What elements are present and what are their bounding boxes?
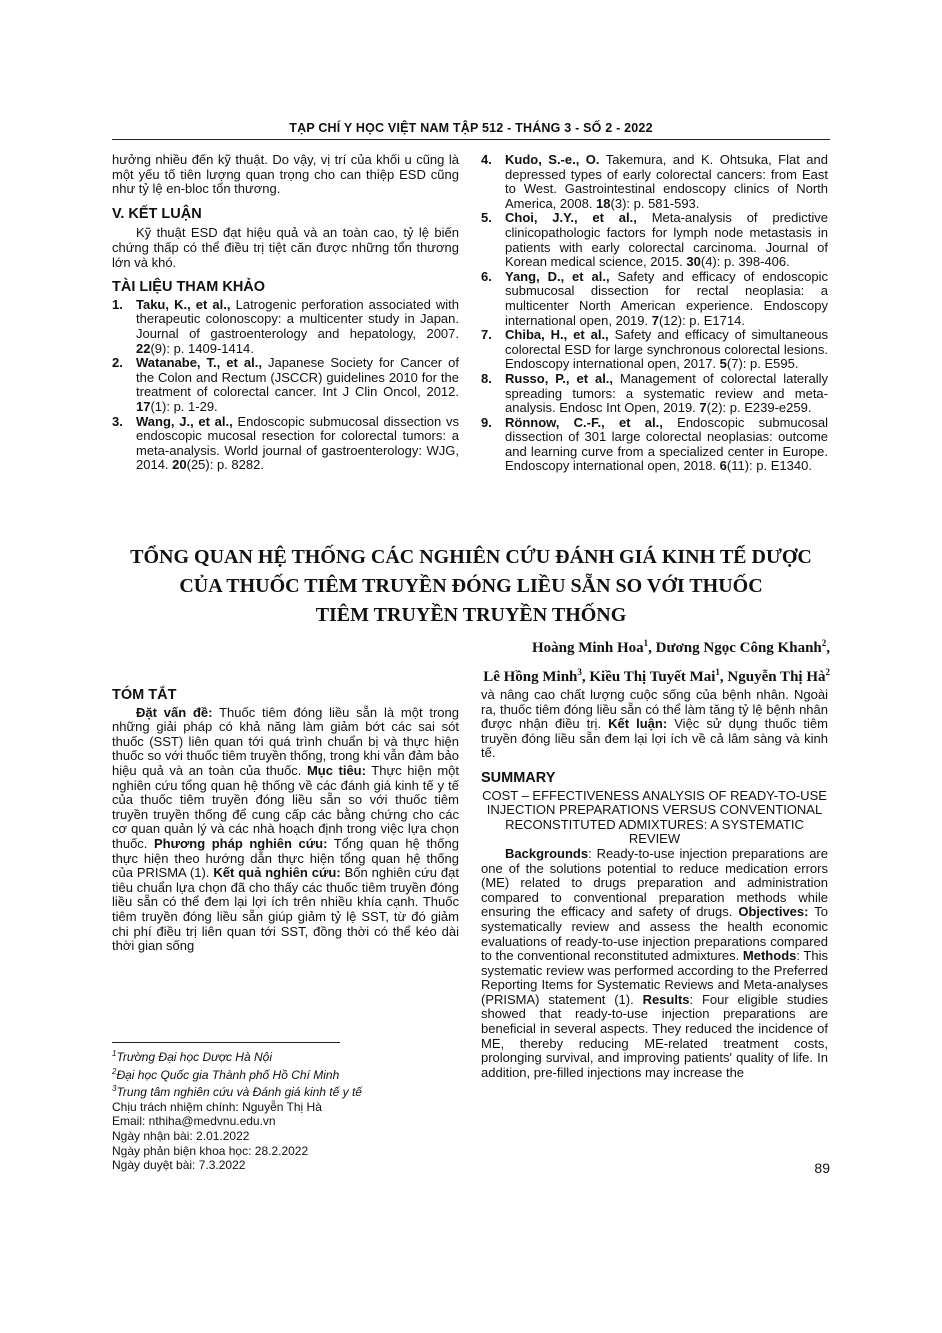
title-line: TIÊM TRUYỀN TRUYỀN THỐNG xyxy=(315,604,627,626)
abstract-vietnamese xyxy=(112,688,459,954)
reference-volume: 30 xyxy=(686,254,701,270)
reference-text: Latrogenic perforation associated with therapeutic colonoscopy: a multicenter study in Japan. Journal of gastroenterology and hepatology, 2007. xyxy=(136,296,460,341)
summary-label: Objectives: xyxy=(738,904,809,920)
author-list xyxy=(300,631,830,689)
reference-authors: Taku, K., et al., xyxy=(136,296,231,312)
reference-item xyxy=(481,211,828,269)
abstract-text: và nâng cao chất lượng cuộc sống của bệnh nhân. Ngoài ra, thuốc tiêm đóng liều sẵn có thể làm tăng tỷ lệ bệnh nhân được nhận điều trị. xyxy=(481,687,828,732)
reference-list-right xyxy=(481,153,828,474)
reference-number: 2. xyxy=(112,355,123,371)
references-heading: TÀI LIỆU THAM KHẢO xyxy=(112,279,266,296)
affiliation-text: Trường Đại học Dược Hà Nội xyxy=(116,1050,272,1064)
abstract-text: Tổng quan hệ thống thực hiện theo hướng dẫn thực hiện tổng quan hệ thống của PRISMA (1). xyxy=(112,835,459,881)
reference-item xyxy=(481,153,828,211)
reference-authors: Watanabe, T., et al., xyxy=(136,355,262,371)
reference-volume: 22 xyxy=(136,340,151,356)
author-name: Lê Hồng Minh xyxy=(483,669,578,685)
summary-text: To systematically review and assess the health economic evaluations of ready-to-use injection preparations compared to the conventional reconstituted admixtures. xyxy=(481,904,828,964)
reference-item xyxy=(112,298,459,356)
reference-authors: Wang, J., et al., xyxy=(136,413,233,429)
conclusion-text: Kỹ thuật ESD đạt hiệu quả và an toàn cao, tỷ lệ biến chứng thấp có thể điều trị tiệt căn được những tổn thương lớn và khó. xyxy=(112,225,459,270)
abstract-text: Thực hiện một nghiên cứu tổng quan hệ thống về các đánh giá kinh tế y tế của thuốc tiêm truyền đóng liều sẵn so với thuốc tiêm truyền truyền thống để cung cấp các bằng chứng cho các cơ quan quản lý và các nhà hoạch định trong việc lựa chọn thuốc. xyxy=(112,762,459,851)
right-top-column xyxy=(481,153,828,474)
title-line: CỦA THUỐC TIÊM TRUYỀN ĐÓNG LIỀU SẴN SO VỚI THUỐC xyxy=(179,575,763,597)
footnote-rule xyxy=(112,1042,340,1043)
author-affiliation-mark: 1 xyxy=(643,638,649,648)
received-date: Ngày nhận bài: 2.01.2022 xyxy=(112,1128,250,1143)
reference-pages: (11): p. E1340. xyxy=(726,458,812,474)
reference-pages: (2): p. E239-e259. xyxy=(706,400,812,416)
summary-label: Methods xyxy=(742,948,797,964)
reference-number: 5. xyxy=(481,210,492,226)
reference-number: 7. xyxy=(481,327,492,343)
author-line: Hoàng Minh Hoa$^1$, Dương Ngọc Công Khanh$^2$, xyxy=(531,638,830,656)
reference-list-left xyxy=(112,298,459,473)
reference-item xyxy=(481,416,828,474)
article-title xyxy=(112,543,830,630)
reference-number: 4. xyxy=(481,152,492,167)
reference-number: 3. xyxy=(112,413,123,429)
affiliation-text: Đại học Quốc gia Thành phố Hồ Chí Minh xyxy=(116,1067,340,1082)
reference-authors: Rönnow, C.-F., et al., xyxy=(505,414,663,430)
affiliation xyxy=(112,1082,459,1100)
corresponding-author: Chịu trách nhiệm chính: Nguyễn Thị Hà xyxy=(112,1099,322,1114)
reference-pages: (3): p. 581-593. xyxy=(610,195,700,211)
reference-pages: (4): p. 398-406. xyxy=(700,254,790,270)
reference-pages: (12): p. E1714. xyxy=(658,312,745,328)
author-affiliation-mark: 1 xyxy=(715,667,720,677)
author-line: Lê Hồng Minh$^3$, Kiều Thị Tuyết Mai$^1$, Nguyễn Thị $Hà^2$ xyxy=(483,667,830,685)
reference-volume: 6 xyxy=(719,458,727,474)
reference-pages: (9): p. 1409-1414. xyxy=(150,340,254,356)
review-date: Ngày phản biện khoa học: 28.2.2022 xyxy=(112,1143,309,1158)
page-number: 89 xyxy=(814,1160,830,1176)
reference-item xyxy=(112,415,459,473)
reference-text: Safety and efficacy of simultaneous colorectal ESD for large synchronous colorectal lesions. Endoscopy international open, 2017. xyxy=(505,327,828,372)
reference-number: 1. xyxy=(112,296,123,312)
abstract-label: Phương pháp nghiên cứu: xyxy=(153,835,328,851)
reference-pages: (7): p. E595. xyxy=(726,356,799,372)
reference-authors: Chiba, H., et al., xyxy=(505,327,609,343)
reference-number: 9. xyxy=(481,414,492,430)
abstract-label: Kết quả nghiên cứu: xyxy=(213,865,341,881)
reference-authors: Choi, J.Y., et al., xyxy=(505,210,637,226)
summary-label: Backgrounds xyxy=(505,845,589,861)
reference-authors: Kudo, S.-e., O. xyxy=(505,152,600,167)
reference-text: Endoscopic submucosal dissection of 301 large colorectal neoplasias: outcome and learning curve from a specialized center in Europe. Endoscopy international open, 2018. xyxy=(505,414,828,474)
summary-title: COST – EFFECTIVENESS ANALYSIS OF READY-TO-USE INJECTION PREPARATIONS VERSUS CONVENTIONAL RECONSTITUTED ADMIXTURES: A SYSTEMATIC REVIEW xyxy=(482,787,827,847)
author-name: Dương Ngọc Công Khanh xyxy=(655,640,822,656)
reference-volume: 7 xyxy=(699,400,707,416)
author-affiliation-mark: 2 xyxy=(825,667,830,677)
summary-heading: SUMMARY xyxy=(481,769,556,786)
right-bottom-column xyxy=(481,688,828,1080)
abstract-text: Bốn nghiên cứu đạt tiêu chuẩn lựa chọn đã cho thấy các thuốc tiêm truyền đóng liều sẵn có thể đem lại lợi ích trên nhiều khía cạnh. Thuốc tiêm truyền đóng liều sẵn giúp giảm tỷ lệ SST, từ đó giảm chi phí điều trị liên quan tới SST, đồng thời có thể kéo dài thời gian sống xyxy=(112,865,460,954)
affiliation xyxy=(112,1065,459,1083)
reference-pages: (1): p. 1-29. xyxy=(150,398,218,414)
reference-authors: Yang, D., et al., xyxy=(505,268,610,284)
affiliation-text: Trung tâm nghiên cứu và Đánh giá kinh tế y tế xyxy=(116,1085,362,1100)
reference-volume: 17 xyxy=(136,398,151,414)
reference-volume: 18 xyxy=(596,195,611,211)
reference-pages: (25): p. 8282. xyxy=(186,457,264,473)
reference-authors: Russo, P., et al., xyxy=(505,370,614,386)
abstract-continuation xyxy=(481,688,828,761)
reference-item xyxy=(112,356,459,414)
abstract-label: Kết luận: xyxy=(608,716,668,732)
reference-text: Takemura, and K. Ohtsuka, Flat and depressed types of early colorectal cancers: from East to West. Gastrointestinal endoscopy clinics of North America, 2008. xyxy=(505,152,828,211)
continued-paragraph: hưởng nhiều đến kỹ thuật. Do vậy, vị trí của khối u cũng là một yếu tố tiên lượng quan trọng cho can thiệp ESD cũng như tỷ lệ en-bloc tổn thương. xyxy=(112,152,459,197)
affiliation-mark: 2 xyxy=(112,1066,117,1076)
abstract-text: Việc sử dụng thuốc tiêm truyền đóng liều sẵn đem lại lợi ích về cả lâm sàng và kinh tế. xyxy=(481,716,828,761)
affiliation xyxy=(112,1047,459,1065)
affiliation-mark: 3 xyxy=(112,1084,117,1094)
author-affiliation-mark: 2 xyxy=(821,638,827,648)
affiliation-mark: 1 xyxy=(112,1049,117,1058)
author-name: Hoàng Minh Hoa xyxy=(531,640,644,656)
abstract-body xyxy=(112,706,459,954)
summary-text: : Four eligible studies showed that ready-to-use injection preparations are beneficial in several aspects. They reduced the incidence of ME, thereby reducing ME-related treatment costs, prolonging survival, and improving patients' quality of life. In addition, pre-filled injections may increase the xyxy=(481,991,829,1080)
summary-text: : This systematic review was performed according to the Preferred Reporting Items for Systematic Reviews and Meta-analyses (PRISMA) statement (1). xyxy=(481,948,828,1007)
author-name: Kiều Thị Tuyết Mai xyxy=(589,669,716,685)
conclusion-heading: V. KẾT LUẬN xyxy=(112,205,202,222)
abstract-label: Mục tiêu: xyxy=(306,762,366,778)
summary-body xyxy=(481,847,828,1081)
reference-text: Management of colorectal laterally spreading tumors: a systematic review and meta-analysis. Endosc Int Open, 2019. xyxy=(505,370,828,416)
reference-number: 6. xyxy=(481,268,492,284)
reference-volume: 20 xyxy=(172,457,187,473)
abstract-label: Đặt vấn đề: xyxy=(136,704,213,720)
reference-volume: 7 xyxy=(651,312,659,328)
author-name: Nguyễn Thị Hà xyxy=(727,669,826,685)
reference-number: 8. xyxy=(481,370,492,386)
left-top-column xyxy=(112,153,459,473)
summary-label: Results xyxy=(642,991,690,1007)
reference-text: Meta-analysis of predictive clinicopathologic factors for lymph node metastasis in patients with early colorectal carcinoma. Journal of Korean medical science, 2015. xyxy=(505,210,829,270)
abstract-heading: TÓM TẮT xyxy=(112,687,177,703)
approval-date: Ngày duyệt bài: 7.3.2022 xyxy=(112,1158,246,1173)
author-affiliation-mark: 3 xyxy=(577,667,582,677)
header-rule xyxy=(112,139,830,140)
reference-item xyxy=(481,328,828,372)
reference-item xyxy=(481,372,828,416)
reference-text: Safety and efficacy of endoscopic submucosal dissection for rectal neoplasia: a multicenter North American experience. Endoscopy international open, 2019. xyxy=(505,268,828,328)
reference-text: Endoscopic submucosal dissection vs endoscopic mucosal resection for colorectal tumors: a meta-analysis. World journal of gastroenterology: WJG, 2014. xyxy=(136,413,459,473)
reference-volume: 5 xyxy=(719,356,727,372)
email: Email: nthiha@medvnu.edu.vn xyxy=(112,1114,276,1129)
title-line: TỔNG QUAN HỆ THỐNG CÁC NGHIÊN CỨU ĐÁNH GIÁ KINH TẾ DƯỢC xyxy=(130,546,812,568)
abstract-text: Thuốc tiêm đóng liều sẵn là một trong những giải pháp có khả năng làm giảm bớt các sai sót thuốc (SST) liên quan tới quá trình chuẩn bị và thực hiện thuốc so với thuốc tiêm truyền thống, trong khi vẫn đảm bảo hiệu quả và an toàn của thuốc. xyxy=(112,704,459,778)
journal-header: TẠP CHÍ Y HỌC VIỆT NAM TẬP 512 - THÁNG 3 - SỐ 2 - 2022 xyxy=(289,121,653,135)
reference-item xyxy=(481,270,828,328)
reference-text: Japanese Society for Cancer of the Colon and Rectum (JSCCR) guidelines 2010 for the treatment of colorectal cancer. Int J Clin Oncol, 2012. xyxy=(136,355,459,400)
summary-text: : Ready-to-use injection preparations are one of the solutions potential to reduce medication errors (ME) related to drugs preparation and administration compared to conventional preparation methods while ensuring the efficacy and safety of drugs. xyxy=(481,845,828,920)
footnotes xyxy=(112,1047,459,1173)
